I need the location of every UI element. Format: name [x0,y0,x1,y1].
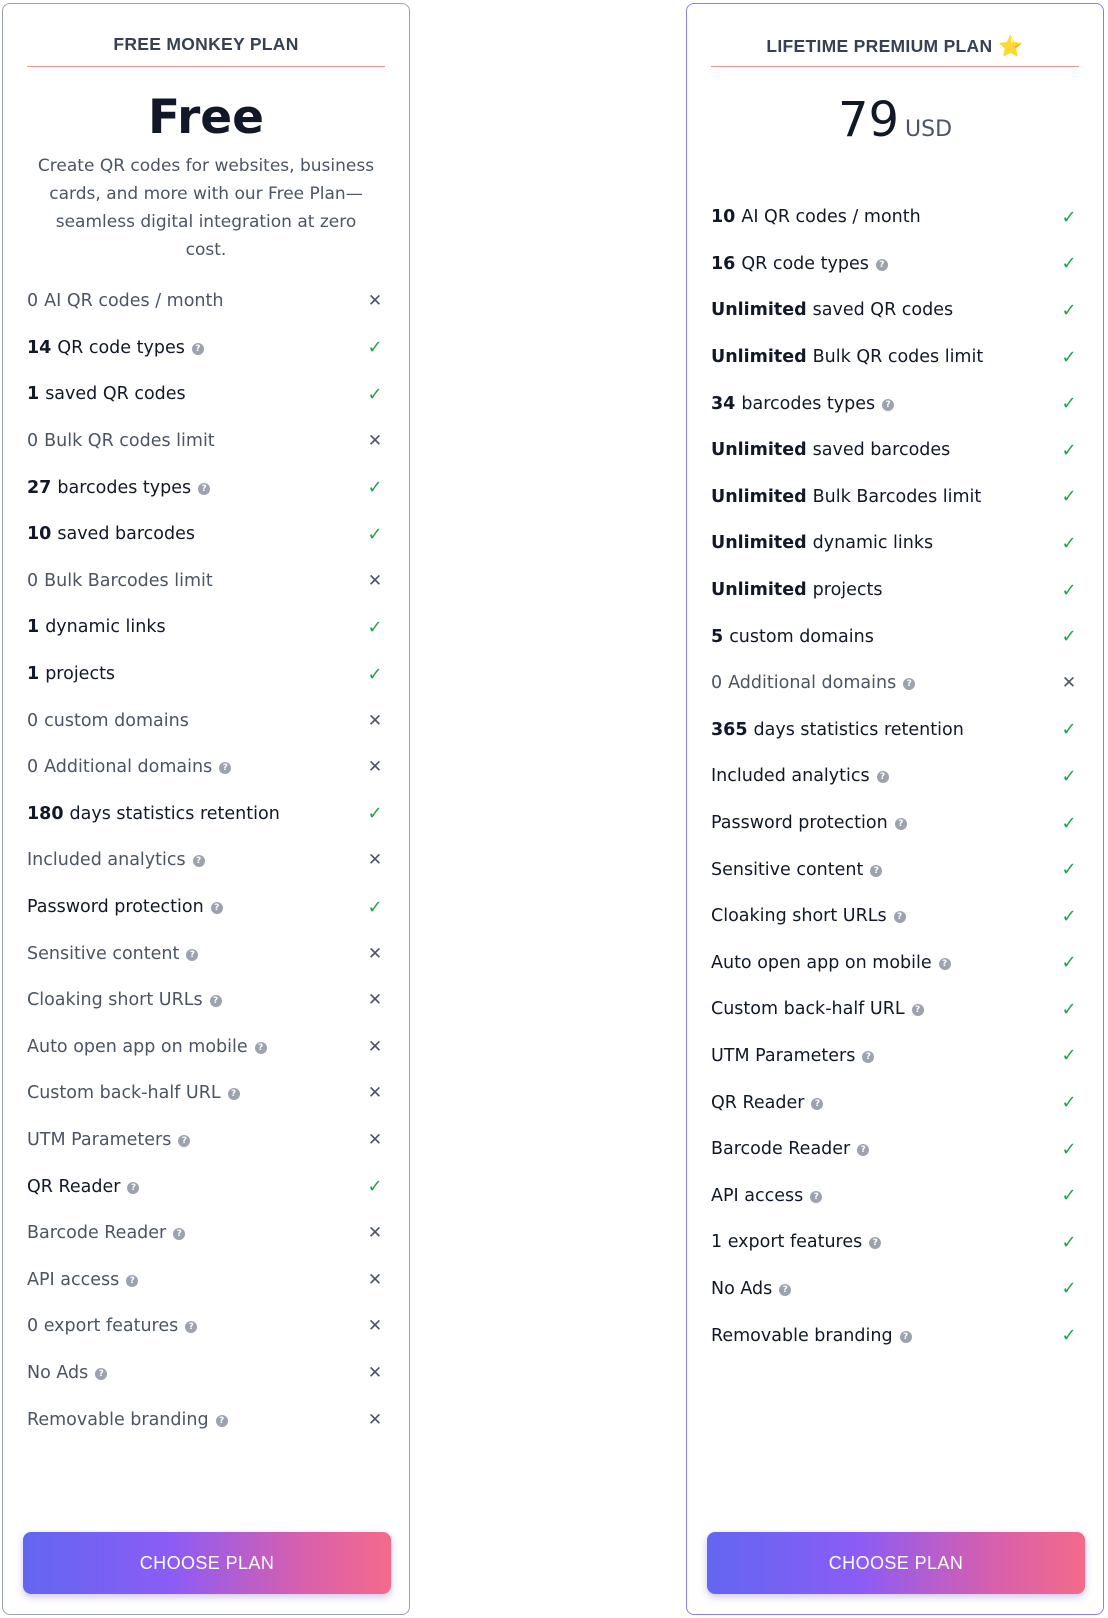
check-icon: ✓ [1061,1278,1077,1300]
feature-row [27,1117,387,1164]
feature-text [27,291,365,311]
info-icon[interactable]: ? [895,818,907,830]
feature-amount: 14 [27,337,52,358]
feature-row [711,1266,1081,1313]
feature-row [711,241,1081,288]
feature-label: Bulk Barcodes limit [44,570,213,591]
feature-row [27,697,387,744]
feature-amount: Unlimited [711,580,807,601]
feature-label: Bulk QR codes limit [44,431,215,452]
info-icon[interactable]: ? [185,1321,197,1333]
feature-text [27,897,365,917]
feature-text [27,664,365,684]
close-icon: ✕ [367,1316,383,1337]
feature-row [27,1303,387,1350]
premium-plan-divider [711,66,1079,67]
feature-text [27,478,365,498]
close-icon: ✕ [367,1083,383,1104]
feature-text [711,1186,1059,1206]
feature-text [711,487,1059,507]
feature-amount: 10 [711,207,736,228]
close-icon: ✕ [367,1223,383,1244]
info-icon[interactable]: ? [173,1228,185,1240]
check-icon: ✓ [1061,206,1077,228]
check-icon: ✓ [1061,579,1077,601]
feature-text [27,1316,365,1336]
feature-row [711,940,1081,987]
check-icon: ✓ [1061,1092,1077,1114]
feature-row [711,287,1081,334]
info-icon[interactable]: ? [779,1284,791,1296]
feature-text [27,944,365,964]
feature-row [711,1079,1081,1126]
free-plan-divider [27,66,385,67]
feature-label: barcodes types [741,393,876,414]
feature-label: Barcode Reader [711,1139,851,1160]
close-icon: ✕ [1061,673,1077,694]
feature-text [711,394,1059,414]
feature-text [711,999,1059,1019]
info-icon[interactable]: ? [939,958,951,970]
check-icon: ✓ [1061,1045,1077,1067]
check-icon: ✓ [1061,859,1077,881]
feature-row [27,1396,387,1443]
feature-label: dynamic links [45,617,166,638]
close-icon: ✕ [367,1129,383,1150]
free-plan-card [2,3,410,1615]
feature-amount: 0 [27,291,39,312]
feature-text [27,1130,365,1150]
feature-label: Additional domains [44,757,213,778]
feature-amount: 365 [711,719,748,740]
feature-label: Bulk QR codes limit [812,347,984,368]
check-icon: ✓ [1061,952,1077,974]
feature-label: API access [711,1185,804,1206]
feature-row [711,753,1081,800]
feature-text [27,338,365,358]
feature-amount: 0 [27,710,39,731]
info-icon[interactable]: ? [903,678,915,690]
check-icon: ✓ [1061,719,1077,741]
feature-row [711,846,1081,893]
feature-row [711,194,1081,241]
info-icon[interactable]: ? [894,911,906,923]
check-icon: ✓ [1061,486,1077,508]
feature-amount: Unlimited [711,300,807,321]
feature-text [711,1326,1059,1346]
feature-label: barcodes types [57,477,192,498]
feature-row [27,1163,387,1210]
feature-row [711,427,1081,474]
check-icon: ✓ [367,896,383,918]
premium-plan-title: LIFETIME PREMIUM PLAN [766,36,993,56]
feature-row [711,567,1081,614]
feature-label: Barcode Reader [27,1223,167,1244]
close-icon: ✕ [367,431,383,452]
feature-label: 1 export features [711,1232,863,1253]
check-icon: ✓ [367,616,383,638]
feature-row [711,893,1081,940]
info-icon[interactable]: ? [862,1051,874,1063]
feature-row [27,884,387,931]
feature-text [27,990,365,1010]
check-icon: ✓ [367,663,383,685]
info-icon[interactable]: ? [810,1191,822,1203]
feature-label: custom domains [44,710,189,731]
feature-label: Included analytics [27,850,186,871]
feature-label: UTM Parameters [711,1045,856,1066]
feature-amount: Unlimited [711,486,807,507]
check-icon: ✓ [1061,532,1077,554]
feature-amount: Unlimited [711,347,807,368]
feature-text [27,1037,365,1057]
feature-row [27,418,387,465]
feature-row [711,1219,1081,1266]
close-icon: ✕ [367,570,383,591]
feature-amount: 34 [711,393,736,414]
feature-text [711,627,1059,647]
check-icon: ✓ [1061,998,1077,1020]
premium-plan-price [687,92,1103,148]
close-icon: ✕ [367,1269,383,1290]
feature-label: saved QR codes [45,384,186,405]
feature-label: saved barcodes [57,524,195,545]
feature-row [711,1172,1081,1219]
feature-row [711,1312,1081,1359]
feature-label: days statistics retention [753,719,964,740]
feature-row [711,334,1081,381]
star-icon: ⭐ [998,36,1024,58]
feature-label: API access [27,1269,120,1290]
feature-label: saved barcodes [812,440,951,461]
feature-text [27,1223,365,1243]
feature-label: Auto open app on mobile [711,952,932,973]
feature-amount: 0 [27,570,39,591]
feature-label: Custom back-half URL [27,1083,221,1104]
info-icon[interactable]: ? [95,1368,107,1380]
feature-row [711,800,1081,847]
info-icon[interactable]: ? [210,995,222,1007]
feature-amount: 5 [711,626,724,647]
feature-row [27,1024,387,1071]
feature-label: Removable branding [711,1325,893,1346]
free-plan-price: Free [147,90,265,145]
feature-text [27,431,365,451]
info-icon[interactable]: ? [127,1182,139,1194]
feature-label: Removable branding [27,1409,209,1430]
check-icon: ✓ [367,477,383,499]
feature-label: No Ads [27,1362,89,1383]
feature-row [27,1350,387,1397]
premium-plan-card [686,3,1104,1615]
free-plan-feature-list [27,278,387,1443]
check-icon: ✓ [367,383,383,405]
check-icon: ✓ [1061,626,1077,648]
free-choose-plan-button[interactable]: CHOOSE PLAN [23,1532,391,1594]
check-icon: ✓ [367,337,383,359]
check-icon: ✓ [1061,765,1077,787]
feature-text [711,906,1059,926]
feature-label: No Ads [711,1278,773,1299]
feature-label: QR code types [57,337,185,358]
feature-text [711,953,1059,973]
feature-amount: 16 [711,253,736,274]
feature-label: Auto open app on mobile [27,1036,248,1057]
feature-label: Sensitive content [711,859,864,880]
feature-text [711,533,1059,553]
feature-text [711,1046,1059,1066]
feature-text [711,766,1059,786]
info-icon[interactable]: ? [869,1237,881,1249]
feature-row [711,380,1081,427]
premium-price-currency: USD [905,117,953,142]
premium-plan-feature-list [711,194,1081,1359]
feature-label: Additional domains [728,673,897,694]
check-icon: ✓ [1061,1325,1077,1347]
check-icon: ✓ [1061,1231,1077,1253]
feature-label: Cloaking short URLs [711,906,887,927]
feature-row [711,613,1081,660]
feature-text [27,711,365,731]
close-icon: ✕ [367,990,383,1011]
feature-label: QR Reader [27,1176,121,1197]
info-icon[interactable]: ? [219,762,231,774]
feature-label: Password protection [711,813,888,834]
info-icon[interactable]: ? [255,1042,267,1054]
feature-text [27,804,365,824]
premium-plan-title-row [711,34,1079,59]
feature-amount: Unlimited [711,533,807,554]
feature-row [27,651,387,698]
check-icon: ✓ [1061,1185,1077,1207]
check-icon: ✓ [1061,393,1077,415]
info-icon[interactable]: ? [228,1088,240,1100]
feature-label: 0 export features [27,1316,179,1337]
feature-text [711,1232,1059,1252]
feature-amount: 0 [711,673,723,694]
feature-text [27,524,365,544]
info-icon[interactable]: ? [811,1098,823,1110]
free-plan-title: FREE MONKEY PLAN [113,34,299,54]
feature-label: projects [45,664,116,685]
feature-label: dynamic links [812,533,934,554]
feature-text [711,860,1059,880]
feature-row [27,744,387,791]
feature-row [27,977,387,1024]
feature-row [27,1210,387,1257]
feature-label: AI QR codes / month [44,291,224,312]
check-icon: ✓ [1061,905,1077,927]
feature-row [27,930,387,977]
premium-choose-plan-button[interactable]: CHOOSE PLAN [707,1532,1085,1594]
check-icon: ✓ [1061,299,1077,321]
info-icon[interactable]: ? [193,855,205,867]
info-icon[interactable]: ? [900,1331,912,1343]
feature-row [711,660,1081,707]
feature-text [711,1279,1059,1299]
info-icon[interactable]: ? [882,399,894,411]
feature-text [711,347,1059,367]
feature-text [27,1410,365,1430]
close-icon: ✕ [367,710,383,731]
feature-amount: 10 [27,524,52,545]
check-icon: ✓ [367,1176,383,1198]
feature-label: saved QR codes [812,300,954,321]
info-icon[interactable]: ? [198,483,210,495]
info-icon[interactable]: ? [216,1415,228,1427]
check-icon: ✓ [1061,812,1077,834]
feature-text [711,207,1059,227]
feature-amount: 0 [27,431,39,452]
feature-label: Sensitive content [27,943,180,964]
feature-row [27,604,387,651]
feature-label: projects [812,580,883,601]
feature-row [27,278,387,325]
feature-row [711,707,1081,754]
premium-price-amount: 79 [837,92,900,148]
feature-text [27,1363,365,1383]
feature-row [27,1070,387,1117]
feature-text [711,300,1059,320]
feature-text [711,1093,1059,1113]
feature-amount: Unlimited [711,440,807,461]
info-icon[interactable]: ? [857,1144,869,1156]
feature-row [711,520,1081,567]
feature-row [711,1033,1081,1080]
feature-amount: 1 [27,384,40,405]
info-icon[interactable]: ? [211,902,223,914]
feature-text [711,813,1059,833]
check-icon: ✓ [1061,1138,1077,1160]
check-icon: ✓ [1061,253,1077,275]
close-icon: ✕ [367,943,383,964]
feature-text [711,580,1059,600]
close-icon: ✕ [367,1409,383,1430]
feature-label: Custom back-half URL [711,999,905,1020]
feature-label: AI QR codes / month [741,207,921,228]
close-icon: ✕ [367,757,383,778]
feature-amount: 0 [27,757,39,778]
feature-amount: 180 [27,803,64,824]
check-icon: ✓ [367,803,383,825]
close-icon: ✕ [367,291,383,312]
feature-row [27,1256,387,1303]
feature-text [711,673,1059,693]
feature-text [27,617,365,637]
check-icon: ✓ [1061,346,1077,368]
feature-label: UTM Parameters [27,1129,172,1150]
feature-text [711,720,1059,740]
close-icon: ✕ [367,1036,383,1057]
feature-label: custom domains [729,626,874,647]
feature-label: Cloaking short URLs [27,990,203,1011]
feature-text [27,1270,365,1290]
feature-text [711,1139,1059,1159]
feature-row [27,464,387,511]
info-icon[interactable]: ? [178,1135,190,1147]
feature-text [27,1177,365,1197]
feature-row [27,558,387,605]
feature-row [711,1126,1081,1173]
feature-text [27,757,365,777]
feature-label: days statistics retention [69,803,280,824]
info-icon[interactable]: ? [877,771,889,783]
feature-text [27,1083,365,1103]
feature-label: QR Reader [711,1092,805,1113]
feature-text [711,440,1059,460]
feature-label: Password protection [27,897,204,918]
check-icon: ✓ [1061,439,1077,461]
feature-text [27,571,365,591]
feature-row [27,837,387,884]
feature-row [711,474,1081,521]
feature-amount: 27 [27,477,52,498]
info-icon[interactable]: ? [192,343,204,355]
feature-label: Bulk Barcodes limit [812,486,982,507]
info-icon[interactable]: ? [870,865,882,877]
close-icon: ✕ [367,850,383,871]
feature-label: Included analytics [711,766,870,787]
feature-text [27,850,365,870]
free-plan-description: Create QR codes for websites, business cards, and more with our Free Plan—seamless digital integration at zero cost. [37,156,375,260]
feature-label: QR code types [741,253,869,274]
info-icon[interactable]: ? [912,1004,924,1016]
feature-row [27,371,387,418]
feature-row [27,791,387,838]
info-icon[interactable]: ? [126,1275,138,1287]
feature-text [711,254,1059,274]
info-icon[interactable]: ? [186,949,198,961]
feature-text [27,384,365,404]
feature-row [27,511,387,558]
feature-amount: 1 [27,617,40,638]
close-icon: ✕ [367,1362,383,1383]
check-icon: ✓ [367,523,383,545]
feature-amount: 1 [27,664,40,685]
feature-row [27,325,387,372]
feature-row [711,986,1081,1033]
info-icon[interactable]: ? [876,259,888,271]
